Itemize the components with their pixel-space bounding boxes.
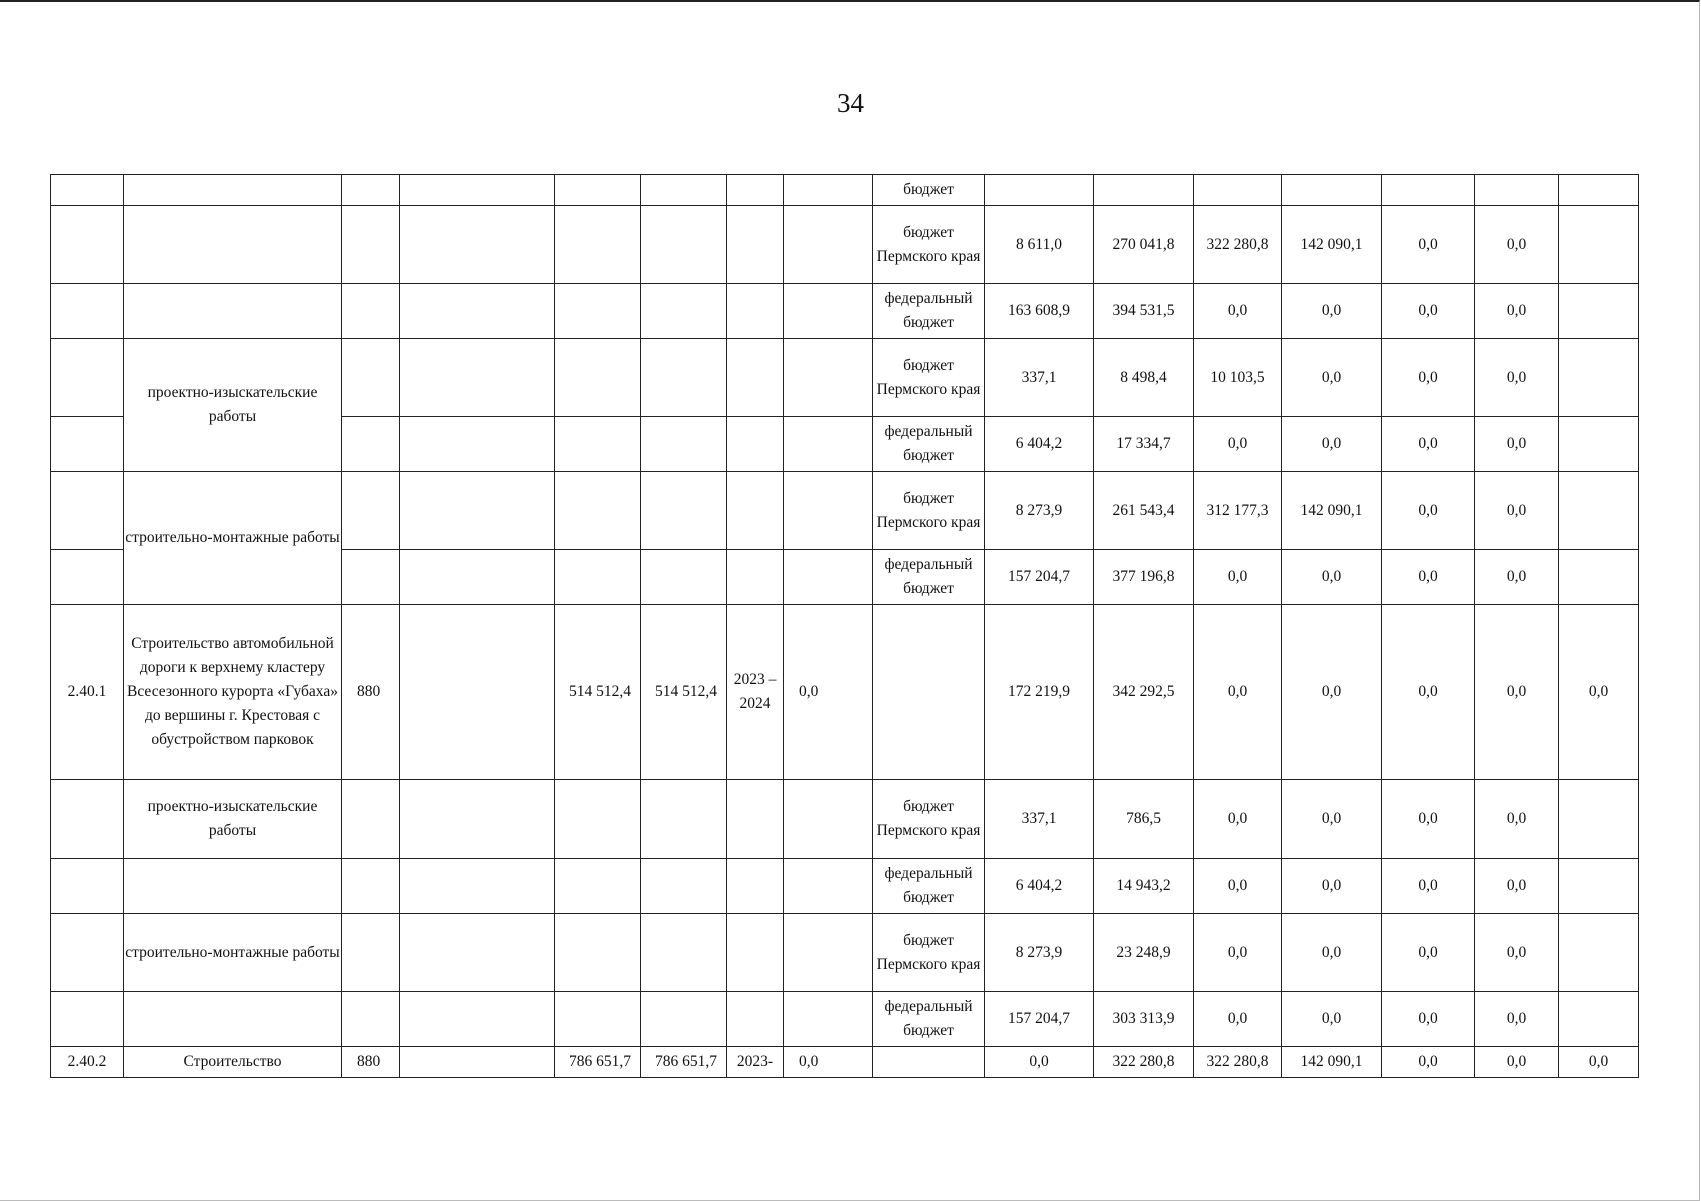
cell-num: 2.40.1 [51, 605, 124, 780]
cell-last [1559, 417, 1639, 472]
cell-last [1559, 339, 1639, 417]
cell-value: 0,0 [1194, 914, 1282, 992]
cell-value: 394 531,5 [1094, 284, 1194, 339]
cell-name [124, 206, 342, 284]
cell-value: 163 608,9 [985, 284, 1094, 339]
cell-period [727, 914, 784, 992]
cell-value: 0,0 [1382, 472, 1475, 550]
cell-value: 0,0 [1475, 550, 1559, 605]
cell-value: 10 103,5 [1194, 339, 1282, 417]
cell-last [1559, 175, 1639, 206]
cell-last [1559, 780, 1639, 859]
cell-value: 322 280,8 [1094, 1047, 1194, 1078]
cell-source: федеральный бюджет [873, 859, 985, 914]
cell-cost [555, 175, 641, 206]
table-row [51, 1047, 1639, 1078]
budget-table [50, 174, 1639, 1078]
cell-value: 0,0 [1382, 1047, 1475, 1078]
cell-period [727, 780, 784, 859]
cell-value: 270 041,8 [1094, 206, 1194, 284]
cell-num [51, 206, 124, 284]
cell-code: 880 [342, 605, 400, 780]
cell-last [1559, 914, 1639, 992]
cell-value: 322 280,8 [1194, 206, 1282, 284]
cell-name [124, 284, 342, 339]
cell-blank [400, 339, 555, 417]
cell-value: 172 219,9 [985, 605, 1094, 780]
cell-value: 23 248,9 [1094, 914, 1194, 992]
cell-value: 0,0 [1382, 605, 1475, 780]
cell-value: 0,0 [1282, 780, 1382, 859]
cell-source: бюджет Пермского края [873, 914, 985, 992]
cell-source: федеральный бюджет [873, 550, 985, 605]
cell-value: 0,0 [1475, 605, 1559, 780]
cell-last [1559, 992, 1639, 1047]
cell-limit [641, 284, 727, 339]
cell-value [1094, 175, 1194, 206]
page-number: 34 [837, 88, 864, 118]
cell-value: 0,0 [1382, 206, 1475, 284]
cell-prev [784, 206, 873, 284]
cell-limit: 514 512,4 [641, 605, 727, 780]
cell-value: 17 334,7 [1094, 417, 1194, 472]
cell-blank [400, 417, 555, 472]
table-row [51, 914, 1639, 992]
cell-value: 0,0 [1475, 417, 1559, 472]
cell-value [1475, 175, 1559, 206]
cell-limit: 786 651,7 [641, 1047, 727, 1078]
cell-cost [555, 780, 641, 859]
cell-blank [400, 605, 555, 780]
cell-cost [555, 992, 641, 1047]
cell-code [342, 550, 400, 605]
cell-value: 142 090,1 [1282, 206, 1382, 284]
cell-value: 8 273,9 [985, 914, 1094, 992]
cell-limit [641, 175, 727, 206]
cell-cost [555, 206, 641, 284]
cell-value: 312 177,3 [1194, 472, 1282, 550]
cell-period [727, 417, 784, 472]
cell-limit [641, 417, 727, 472]
cell-value: 142 090,1 [1282, 472, 1382, 550]
cell-num [51, 992, 124, 1047]
cell-period [727, 206, 784, 284]
cell-value: 0,0 [1475, 1047, 1559, 1078]
table-row [51, 859, 1639, 914]
cell-value: 0,0 [1282, 859, 1382, 914]
cell-num [51, 914, 124, 992]
cell-value: 0,0 [985, 1047, 1094, 1078]
cell-name [124, 175, 342, 206]
cell-value: 0,0 [1382, 417, 1475, 472]
cell-last [1559, 550, 1639, 605]
cell-num [51, 550, 124, 605]
cell-num: 2.40.2 [51, 1047, 124, 1078]
cell-name: Строительство автомобильной дороги к верхнему кластеру Всесезонного курорта «Губаха» до вершины г. Крестовая с обустройством парковок [124, 605, 342, 780]
cell-limit [641, 550, 727, 605]
cell-blank [400, 1047, 555, 1078]
cell-limit [641, 992, 727, 1047]
cell-value: 0,0 [1382, 859, 1475, 914]
cell-num [51, 780, 124, 859]
cell-value: 0,0 [1282, 284, 1382, 339]
cell-name: проектно-изыскательские работы [124, 339, 342, 472]
cell-blank [400, 175, 555, 206]
cell-value [1382, 175, 1475, 206]
cell-last [1559, 206, 1639, 284]
cell-cost [555, 472, 641, 550]
cell-source: бюджет [873, 175, 985, 206]
cell-blank [400, 914, 555, 992]
cell-cost [555, 339, 641, 417]
cell-blank [400, 472, 555, 550]
cell-limit [641, 914, 727, 992]
cell-value: 342 292,5 [1094, 605, 1194, 780]
cell-value: 157 204,7 [985, 550, 1094, 605]
cell-value: 0,0 [1194, 859, 1282, 914]
cell-cost [555, 284, 641, 339]
cell-cost: 514 512,4 [555, 605, 641, 780]
cell-value: 0,0 [1382, 284, 1475, 339]
cell-cost [555, 859, 641, 914]
cell-num [51, 339, 124, 417]
cell-cost: 786 651,7 [555, 1047, 641, 1078]
cell-value: 6 404,2 [985, 859, 1094, 914]
cell-prev [784, 417, 873, 472]
cell-value: 0,0 [1282, 550, 1382, 605]
cell-num [51, 472, 124, 550]
cell-source [873, 605, 985, 780]
cell-last: 0,0 [1559, 1047, 1639, 1078]
cell-value: 0,0 [1194, 992, 1282, 1047]
cell-value: 0,0 [1475, 859, 1559, 914]
cell-value: 0,0 [1194, 284, 1282, 339]
cell-value: 8 498,4 [1094, 339, 1194, 417]
cell-name: Строительство [124, 1047, 342, 1078]
cell-source: федеральный бюджет [873, 417, 985, 472]
cell-last [1559, 859, 1639, 914]
cell-blank [400, 992, 555, 1047]
cell-prev [784, 550, 873, 605]
cell-num [51, 859, 124, 914]
cell-value: 0,0 [1475, 339, 1559, 417]
cell-code [342, 417, 400, 472]
cell-cost [555, 417, 641, 472]
cell-blank [400, 550, 555, 605]
cell-value: 0,0 [1282, 339, 1382, 417]
cell-blank [400, 859, 555, 914]
cell-code [342, 859, 400, 914]
table-row [51, 175, 1639, 206]
cell-prev [784, 472, 873, 550]
cell-prev [784, 175, 873, 206]
cell-period [727, 550, 784, 605]
cell-value: 0,0 [1194, 605, 1282, 780]
cell-value: 786,5 [1094, 780, 1194, 859]
cell-value: 0,0 [1382, 780, 1475, 859]
cell-value: 377 196,8 [1094, 550, 1194, 605]
cell-value: 0,0 [1282, 417, 1382, 472]
cell-code [342, 175, 400, 206]
cell-prev [784, 914, 873, 992]
cell-value [1282, 175, 1382, 206]
cell-code [342, 780, 400, 859]
cell-source: бюджет Пермского края [873, 472, 985, 550]
table-row [51, 780, 1639, 859]
cell-last [1559, 284, 1639, 339]
cell-prev: 0,0 [784, 605, 873, 780]
cell-prev [784, 859, 873, 914]
cell-source: бюджет Пермского края [873, 780, 985, 859]
cell-blank [400, 284, 555, 339]
cell-code [342, 992, 400, 1047]
cell-period [727, 284, 784, 339]
table-row [51, 206, 1639, 284]
cell-value: 0,0 [1475, 206, 1559, 284]
cell-value: 14 943,2 [1094, 859, 1194, 914]
cell-value: 8 611,0 [985, 206, 1094, 284]
cell-period [727, 175, 784, 206]
cell-prev [784, 992, 873, 1047]
cell-last: 0,0 [1559, 605, 1639, 780]
cell-value: 0,0 [1282, 914, 1382, 992]
cell-limit [641, 780, 727, 859]
cell-value: 0,0 [1382, 914, 1475, 992]
cell-period [727, 992, 784, 1047]
cell-period [727, 472, 784, 550]
cell-value: 0,0 [1194, 550, 1282, 605]
cell-period: 2023 – 2024 [727, 605, 784, 780]
cell-num [51, 175, 124, 206]
cell-code [342, 339, 400, 417]
cell-name: строительно-монтажные работы [124, 472, 342, 605]
cell-source [873, 1047, 985, 1078]
cell-name [124, 992, 342, 1047]
cell-code [342, 284, 400, 339]
cell-value: 0,0 [1382, 550, 1475, 605]
cell-value: 6 404,2 [985, 417, 1094, 472]
cell-cost [555, 550, 641, 605]
cell-last [1559, 472, 1639, 550]
cell-value: 337,1 [985, 780, 1094, 859]
cell-value: 322 280,8 [1194, 1047, 1282, 1078]
cell-value: 0,0 [1194, 780, 1282, 859]
cell-code [342, 914, 400, 992]
cell-limit [641, 472, 727, 550]
cell-value: 0,0 [1475, 284, 1559, 339]
table-row [51, 992, 1639, 1047]
cell-name: проектно-изыскательские работы [124, 780, 342, 859]
cell-prev [784, 780, 873, 859]
cell-period: 2023- [727, 1047, 784, 1078]
cell-name: строительно-монтажные работы [124, 914, 342, 992]
cell-code [342, 206, 400, 284]
table-row [51, 339, 1639, 417]
cell-period [727, 339, 784, 417]
cell-prev [784, 284, 873, 339]
cell-value: 0,0 [1475, 914, 1559, 992]
cell-value: 0,0 [1382, 339, 1475, 417]
cell-value [985, 175, 1094, 206]
cell-source: федеральный бюджет [873, 284, 985, 339]
cell-value [1194, 175, 1282, 206]
cell-prev: 0,0 [784, 1047, 873, 1078]
cell-value: 261 543,4 [1094, 472, 1194, 550]
cell-value: 8 273,9 [985, 472, 1094, 550]
cell-value: 0,0 [1382, 992, 1475, 1047]
cell-num [51, 417, 124, 472]
cell-value: 0,0 [1475, 780, 1559, 859]
table-row [51, 605, 1639, 780]
cell-value: 337,1 [985, 339, 1094, 417]
cell-value: 0,0 [1475, 472, 1559, 550]
cell-source: бюджет Пермского края [873, 339, 985, 417]
cell-code [342, 472, 400, 550]
cell-limit [641, 339, 727, 417]
cell-value: 157 204,7 [985, 992, 1094, 1047]
cell-value: 0,0 [1282, 605, 1382, 780]
cell-limit [641, 859, 727, 914]
cell-source: федеральный бюджет [873, 992, 985, 1047]
cell-blank [400, 780, 555, 859]
cell-blank [400, 206, 555, 284]
cell-value: 0,0 [1194, 417, 1282, 472]
cell-cost [555, 914, 641, 992]
cell-value: 142 090,1 [1282, 1047, 1382, 1078]
cell-value: 0,0 [1282, 992, 1382, 1047]
cell-code: 880 [342, 1047, 400, 1078]
cell-name [124, 859, 342, 914]
table-row [51, 472, 1639, 550]
cell-num [51, 284, 124, 339]
cell-prev [784, 339, 873, 417]
cell-source: бюджет Пермского края [873, 206, 985, 284]
cell-period [727, 859, 784, 914]
table-row [51, 284, 1639, 339]
cell-limit [641, 206, 727, 284]
cell-value: 303 313,9 [1094, 992, 1194, 1047]
cell-value: 0,0 [1475, 992, 1559, 1047]
